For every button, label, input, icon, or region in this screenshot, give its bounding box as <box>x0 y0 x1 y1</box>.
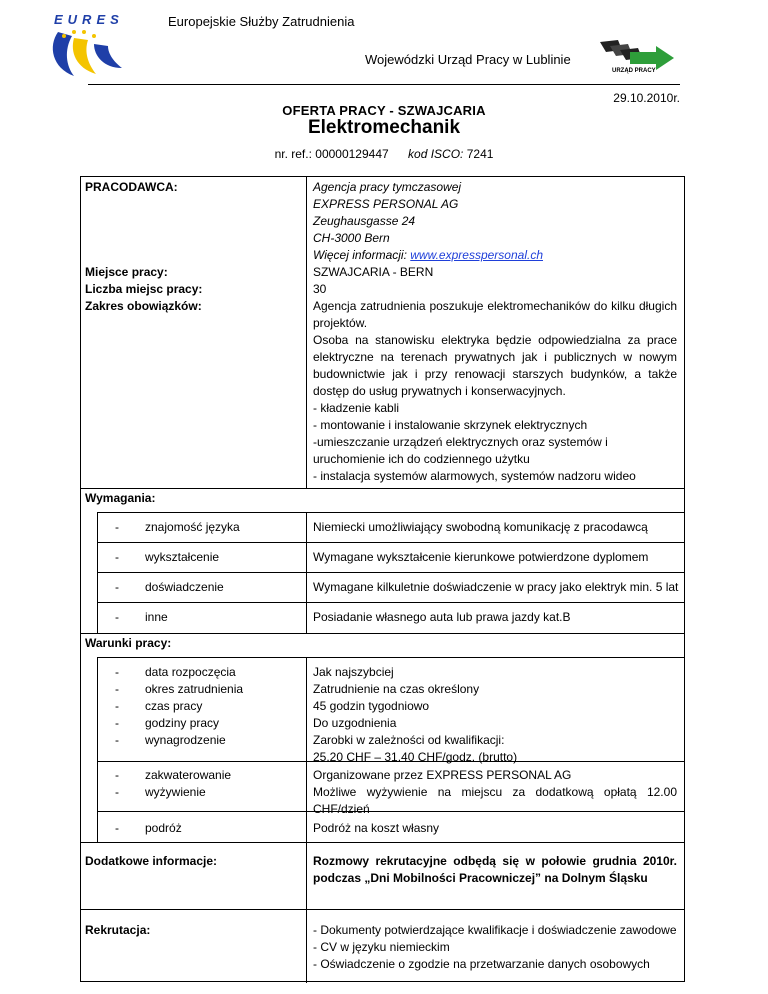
requirement-dash: - <box>115 610 119 624</box>
employer-label: PRACODAWCA: <box>85 180 178 194</box>
employer-line2: EXPRESS PERSONAL AG <box>313 197 459 211</box>
row-divider <box>97 572 684 573</box>
column-divider <box>306 657 307 983</box>
requirement-dash: - <box>115 550 119 564</box>
condition-dash: - <box>115 699 119 713</box>
condition-food-value: Możliwe wyżywienie na miejscu za dodatkową opłatą 12.00 CHF/dzień <box>313 785 677 816</box>
employer-more <box>313 247 543 264</box>
condition-start-value: Jak najszybciej <box>313 665 394 679</box>
reference-line <box>0 147 768 161</box>
positions-label: Liczba miejsc pracy: <box>85 282 203 296</box>
condition-salary-name: wynagrodzenie <box>145 733 226 747</box>
additional-value: Rozmowy rekrutacyjne odbędą się w połowie grudnia 2010r. podczas „Dni Mobilności Pracowniczej” na Dolnym Śląsku <box>313 854 677 885</box>
requirement-value: Niemiecki umożliwiający swobodną komunikację z pracodawcą <box>313 520 648 534</box>
column-divider <box>306 177 307 488</box>
condition-travel-name: podróż <box>145 821 182 835</box>
duties-bullet2: - montowanie i instalowanie skrzynek elektrycznych <box>313 418 588 432</box>
condition-travel-value: Podróż na koszt własny <box>313 821 440 835</box>
duties-bullet4: - instalacja systemów alarmowych, systemów nadzoru wideo <box>313 469 636 483</box>
condition-period-name: okres zatrudnienia <box>145 682 244 696</box>
urzad-pracy-logo <box>598 38 676 74</box>
row-divider <box>97 657 684 658</box>
isco-label: kod ISCO: <box>408 147 464 161</box>
header-org1: Europejskie Służby Zatrudnienia <box>168 14 355 29</box>
employer-website-link[interactable]: www.expresspersonal.ch <box>410 248 543 262</box>
duties-paragraph2: Osoba na stanowisku elektryka będzie odpowiedzialna za prace elektryczne na terenach prywatnych jak i publicznych w nowym budownictwie jak i przy renowacji starszych budynków, a także dostęp do usług prywatnych i konserwacyjnych. <box>313 333 677 398</box>
requirements-label: Wymagania: <box>85 491 156 505</box>
place-label: Miejsce pracy: <box>85 265 168 279</box>
indent-divider <box>97 657 98 842</box>
duties-bullet1: - kładzenie kabli <box>313 401 400 415</box>
requirement-dash: - <box>115 580 119 594</box>
condition-schedule-value: Do uzgodnienia <box>313 716 397 730</box>
requirement-value: Wymagane wykształcenie kierunkowe potwierdzone dyplomem <box>313 550 649 564</box>
row-divider <box>81 633 684 634</box>
row-divider <box>97 512 684 513</box>
duties-label: Zakres obowiązków: <box>85 299 202 313</box>
condition-start-name: data rozpoczęcia <box>145 665 236 679</box>
row-divider <box>97 602 684 603</box>
row-divider <box>81 842 684 843</box>
condition-dash: - <box>115 785 119 799</box>
condition-dash: - <box>115 768 119 782</box>
offer-date: 29.10.2010r. <box>613 91 680 105</box>
isco-value: 7241 <box>466 147 494 161</box>
condition-schedule-name: godziny pracy <box>145 716 220 730</box>
row-divider <box>81 488 684 489</box>
ref-value: 00000129447 <box>315 147 389 161</box>
duties-bullet3: -umieszczanie urządzeń elektrycznych oraz systemów i uruchomienie ich do codziennego użytku <box>313 435 608 466</box>
condition-period-value: Zatrudnienie na czas określony <box>313 682 480 696</box>
offer-table <box>80 176 685 982</box>
header-org2: Wojewódzki Urząd Pracy w Lublinie <box>365 52 571 67</box>
requirement-name: wykształcenie <box>145 550 220 564</box>
condition-salary-range: 25.20 CHF – 31.40 CHF/godz. (brutto) <box>313 750 518 764</box>
positions-value: 30 <box>313 282 327 296</box>
requirement-name: inne <box>145 610 168 624</box>
recruitment-label: Rekrutacja: <box>85 923 151 937</box>
place-value: SZWAJCARIA - BERN <box>313 265 434 279</box>
condition-housing-value: Organizowane przez EXPRESS PERSONAL AG <box>313 768 572 782</box>
condition-dash: - <box>115 733 119 747</box>
condition-hours-name: czas pracy <box>145 699 203 713</box>
condition-dash: - <box>115 716 119 730</box>
offer-title: OFERTA PRACY - SZWAJCARIA <box>282 103 486 118</box>
requirement-value: Wymagane kilkuletnie doświadczenie w pracy jako elektryk min. 5 lat <box>313 580 679 594</box>
employer-line3: Zeughausgasse 24 <box>313 214 416 228</box>
recruitment-line1: - Dokumenty potwierdzające kwalifikacje i doświadczenie zawodowe <box>313 923 677 937</box>
row-divider <box>81 909 684 910</box>
condition-dash: - <box>115 821 119 835</box>
requirement-dash: - <box>115 520 119 534</box>
eures-logo-text: EURES <box>54 12 124 27</box>
ref-label: nr. ref.: <box>274 147 312 161</box>
recruitment-line3: - Oświadczenie o zgodzie na przetwarzanie danych osobowych <box>313 957 650 971</box>
condition-dash: - <box>115 682 119 696</box>
eures-logo <box>44 10 154 82</box>
requirement-value: Posiadanie własnego auta lub prawa jazdy kat.B <box>313 610 571 624</box>
additional-label: Dodatkowe informacje: <box>85 854 218 868</box>
employer-line1: Agencja pracy tymczasowej <box>313 180 462 194</box>
duties-paragraph1: Agencja zatrudnienia poszukuje elektromechaników do kilku długich projektów. <box>313 299 677 330</box>
header-rule <box>88 84 680 85</box>
employer-line4: CH-3000 Bern <box>313 231 390 245</box>
condition-salary-value: Zarobki w zależności od kwalifikacji: <box>313 733 505 747</box>
urzad-pracy-logo-text: URZĄD PRACY <box>612 68 656 74</box>
recruitment-line2: - CV w języku niemieckim <box>313 940 450 954</box>
requirement-name: znajomość języka <box>145 520 240 534</box>
condition-food-name: wyżywienie <box>145 785 206 799</box>
job-title: Elektromechanik <box>307 117 461 138</box>
row-divider <box>97 542 684 543</box>
condition-dash: - <box>115 665 119 679</box>
conditions-label: Warunki pracy: <box>85 636 172 650</box>
employer-more-label: Więcej informacji: <box>313 248 407 262</box>
requirement-name: doświadczenie <box>145 580 224 594</box>
condition-hours-value: 45 godzin tygodniowo <box>313 699 430 713</box>
condition-housing-name: zakwaterowanie <box>145 768 232 782</box>
